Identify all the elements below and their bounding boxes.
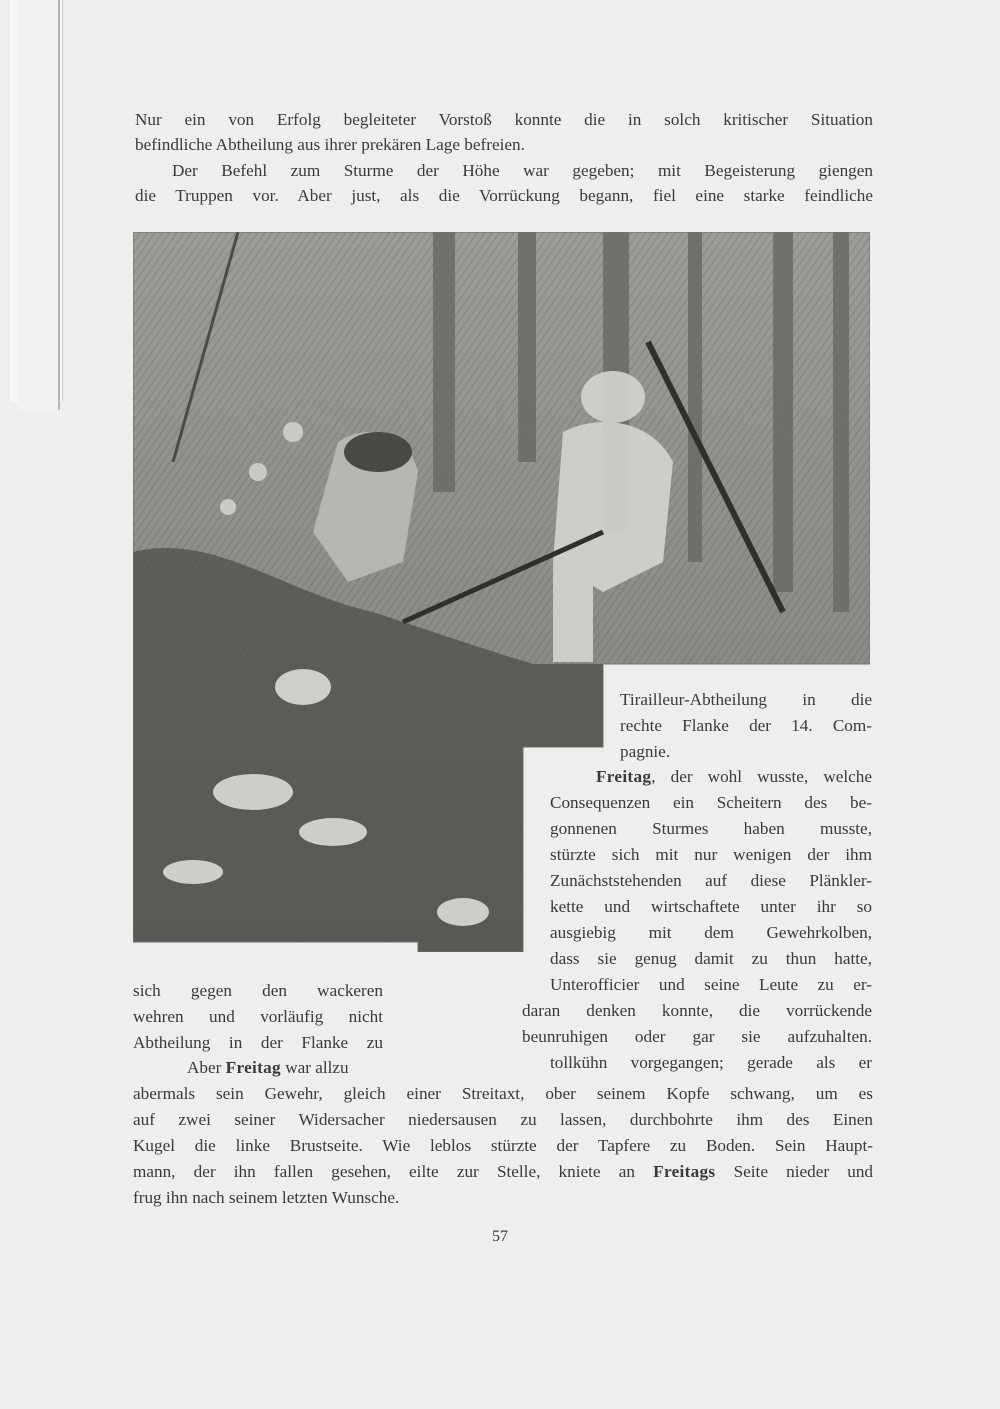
text-line: wehren und vorläufig nicht xyxy=(133,1007,383,1026)
text-line: befindliche Abtheilung aus ihrer prekären Lage befreien. xyxy=(135,135,525,154)
text-line: stürzte sich mit nur wenigen der ihm xyxy=(550,845,872,864)
text-line xyxy=(133,1160,873,1184)
text-line: sich gegen den wackeren xyxy=(133,981,383,1000)
text-line xyxy=(187,1056,349,1080)
text-line: dass sie genug damit zu thun hatte, xyxy=(550,949,872,968)
text-line: kette und wirtschaftete unter ihr so xyxy=(550,897,872,916)
text-line: Der Befehl zum Sturme der Höhe war gegeben; mit Begeisterung giengen xyxy=(172,161,873,180)
text-line: pagnie. xyxy=(620,742,671,761)
text-fragment: , der wohl wusste, welche xyxy=(651,767,872,786)
text-line: abermals sein Gewehr, gleich einer Streitaxt, ober seinem Kopfe schwang, um es xyxy=(133,1084,873,1103)
name-freitags: Freitags xyxy=(653,1162,716,1181)
text-line: Tirailleur-Abtheilung in die xyxy=(620,690,872,709)
text-line: Abtheilung in der Flanke zu xyxy=(133,1033,383,1052)
text-line: gonnenen Sturmes haben musste, xyxy=(550,819,872,838)
name-freitag: Freitag xyxy=(596,767,652,786)
text-line: daran denken konnte, die vorrückende xyxy=(522,1001,872,1020)
text-line: Consequenzen ein Scheitern des be- xyxy=(550,793,872,812)
text-line: ausgiebig mit dem Gewehrkolben, xyxy=(550,923,872,942)
text-line: die Truppen vor. Aber just, als die Vorrückung begann, fiel eine starke feindliche xyxy=(135,186,873,205)
text-line: Nur ein von Erfolg begleiteter Vorstoß konnte die in solch kritischer Situation xyxy=(135,110,873,129)
name-freitag: Freitag xyxy=(225,1058,281,1077)
text-line: auf zwei seiner Widersacher niedersausen zu lassen, durchbohrte ihm des Einen xyxy=(133,1110,873,1129)
text-fragment: Aber xyxy=(187,1058,222,1077)
text-fragment: mann, der ihn fallen gesehen, eilte zur Stelle, kniete an xyxy=(133,1162,635,1181)
page-edge-tab-inner xyxy=(18,0,60,410)
text-line: frug ihn nach seinem letzten Wunsche. xyxy=(133,1188,400,1207)
text-fragment: Seite nieder und xyxy=(733,1162,874,1181)
text-fragment: war allzu xyxy=(285,1058,349,1077)
text-line: rechte Flanke der 14. Com- xyxy=(620,716,872,735)
text-line: beunruhigen oder gar sie aufzuhalten. xyxy=(522,1027,872,1046)
text-line: Unterofficier und seine Leute zu er- xyxy=(550,975,872,994)
text-line: tollkühn vorgegangen; gerade als er xyxy=(550,1053,872,1072)
text-line: Zunächststehenden auf diese Plänkler- xyxy=(550,871,872,890)
text-line xyxy=(596,765,872,789)
page-number: 57 xyxy=(492,1228,508,1245)
text-line: Kugel die linke Brustseite. Wie leblos stürzte der Tapfere zu Boden. Sein Haupt- xyxy=(133,1136,873,1155)
